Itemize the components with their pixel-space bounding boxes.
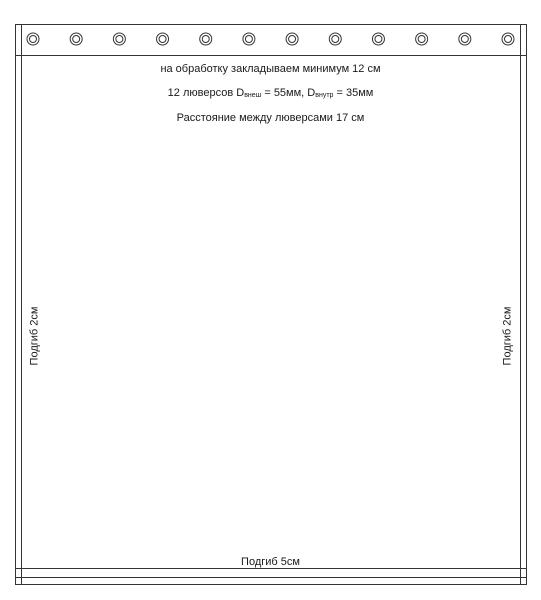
inner-diameter-value: = 35мм	[333, 87, 374, 99]
grommet-inner-ring	[332, 36, 339, 43]
grommet-icon	[459, 33, 471, 45]
right-hem-label: Подгиб 2см	[501, 306, 514, 366]
grommet-inner-ring	[505, 36, 512, 43]
grommet-inner-ring	[116, 36, 123, 43]
grommet-inner-ring	[159, 36, 166, 43]
inner-diameter-subscript: внутр	[315, 92, 334, 99]
grommet-inner-ring	[73, 36, 80, 43]
grommet-inner-ring	[461, 36, 468, 43]
note-allowance: на обработку закладываем минимум 12 см	[160, 63, 381, 75]
grommet-icon	[502, 33, 514, 45]
grommet-row	[27, 33, 514, 45]
grommet-inner-ring	[375, 36, 382, 43]
grommet-icon	[243, 33, 255, 45]
grommet-inner-ring	[289, 36, 296, 43]
grommet-icon	[113, 33, 125, 45]
grommet-icon	[286, 33, 298, 45]
left-hem-label: Подгиб 2см	[28, 306, 41, 366]
grommet-icon	[27, 33, 39, 45]
bottom-hem-label: Подгиб 5см	[241, 556, 300, 568]
grommet-icon	[157, 33, 169, 45]
outer-diameter-subscript: внеш	[244, 92, 262, 99]
grommet-inner-ring	[202, 36, 209, 43]
note-grommet-spec	[0, 88, 541, 99]
grommet-icon	[200, 33, 212, 45]
grommet-inner-ring	[245, 36, 252, 43]
grommet-icon	[329, 33, 341, 45]
grommet-spec-prefix: 12 люверсов D	[167, 87, 245, 99]
grommet-icon	[416, 33, 428, 45]
grommet-inner-ring	[30, 36, 37, 43]
curtain-outline	[16, 25, 527, 585]
outer-diameter-value: = 55мм, D	[261, 87, 316, 99]
note-grommet-spacing: Расстояние между люверсами 17 см	[176, 112, 365, 124]
grommet-icon	[70, 33, 82, 45]
grommet-inner-ring	[418, 36, 425, 43]
grommet-icon	[372, 33, 384, 45]
